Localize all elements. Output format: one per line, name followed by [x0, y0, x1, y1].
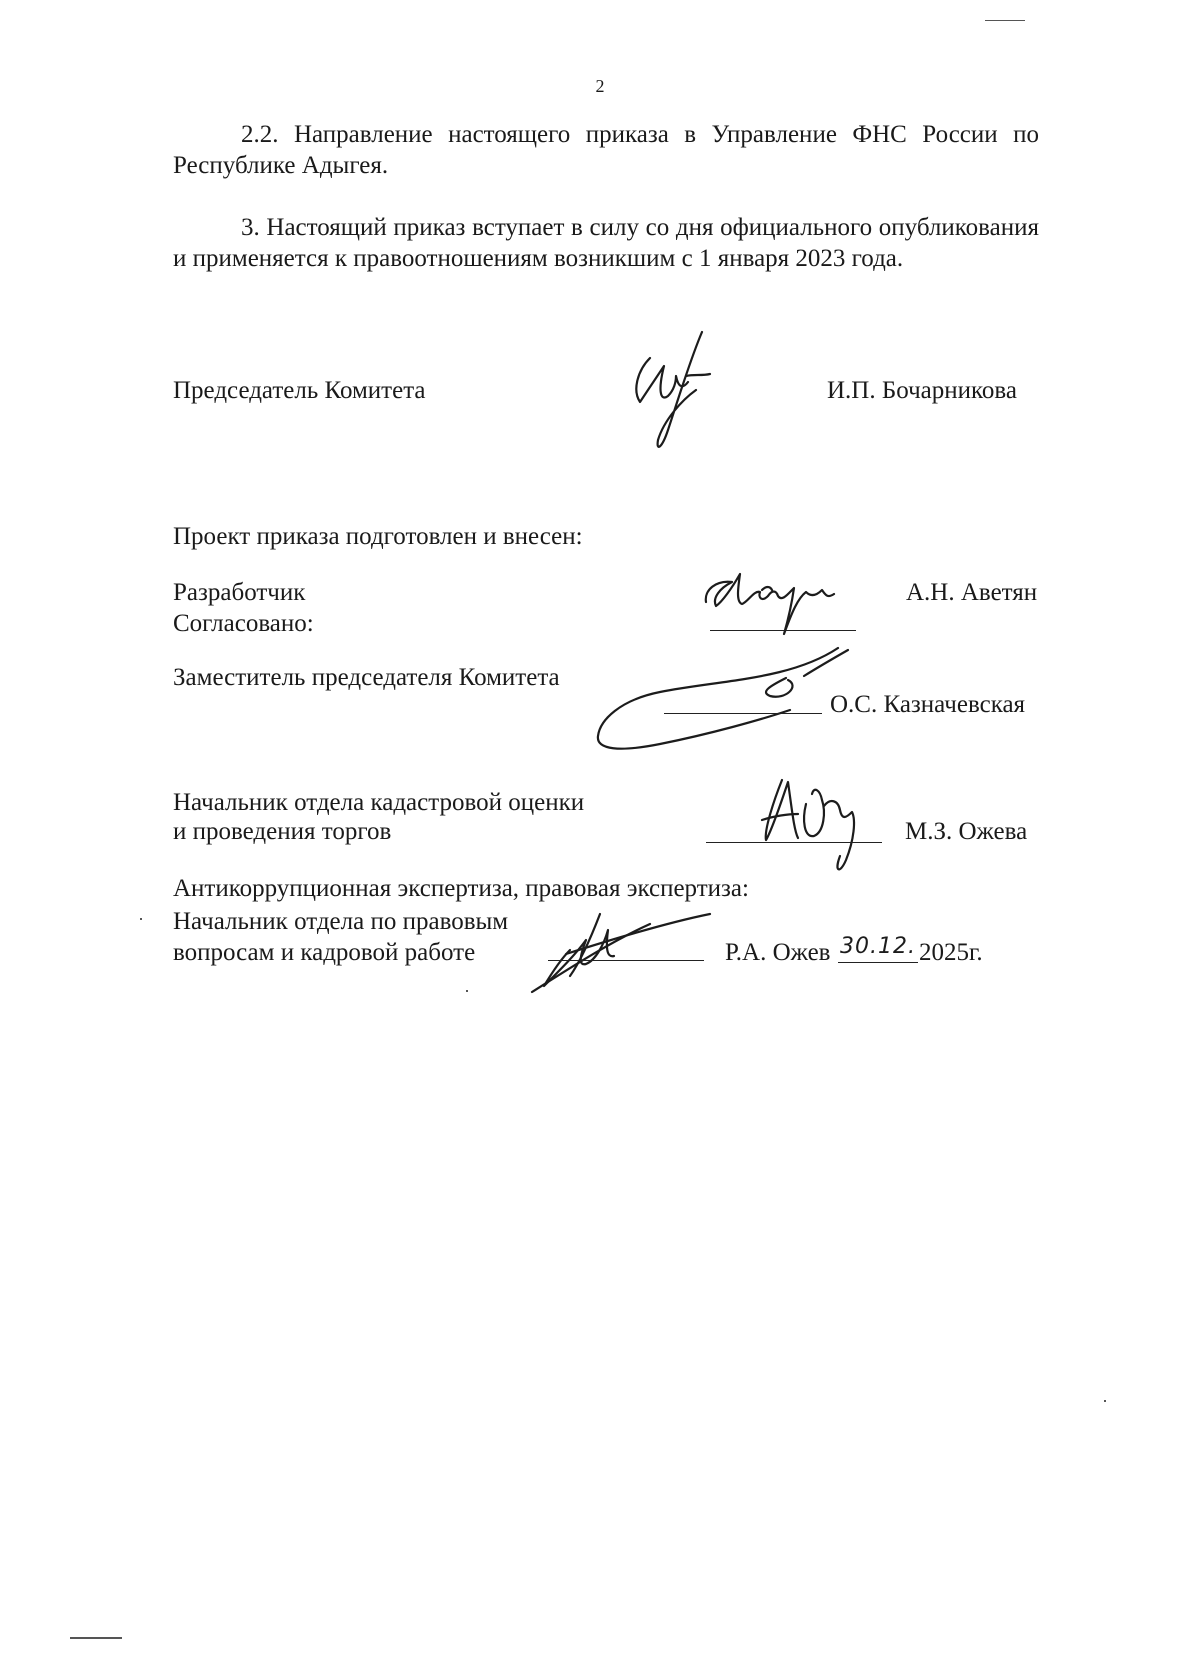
cadastral-head-title-line2: и проведения торгов [173, 818, 392, 845]
scan-artifact [466, 990, 468, 992]
legal-head-title-line1: Начальник отдела по правовым [173, 908, 509, 935]
cadastral-head-signature-line [706, 842, 882, 843]
legal-head-signature-line [548, 960, 704, 961]
deputy-title: Заместитель председателя Комитета [173, 664, 560, 691]
prepared-heading: Проект приказа подготовлен и внесен: [173, 523, 583, 550]
deputy-signature [590, 640, 870, 760]
chairman-name: И.П. Бочарникова [827, 377, 1017, 404]
date-underline [838, 962, 918, 963]
scan-artifact [985, 20, 1025, 21]
chairman-title: Председатель Комитета [173, 377, 426, 404]
scan-artifact [1104, 1400, 1106, 1402]
agreed-label: Согласовано: [173, 610, 314, 637]
deputy-name: О.С. Казначевская [830, 691, 1026, 718]
developer-title: Разработчик [173, 579, 306, 606]
developer-signature [702, 568, 872, 638]
handwritten-date: 30.12. [840, 934, 916, 959]
legal-head-signature [530, 880, 730, 1000]
cadastral-head-signature [758, 760, 888, 880]
legal-head-title-line2: вопросам и кадровой работе [173, 939, 476, 966]
cadastral-head-name: М.З. Ожева [905, 818, 1028, 845]
developer-name: А.Н. Аветян [906, 579, 1038, 606]
expertise-heading: Антикоррупционная экспертиза, правовая экспертиза: [173, 875, 749, 902]
page-number: 2 [595, 76, 605, 96]
year-suffix: 2025г. [919, 939, 983, 966]
chairman-signature [630, 330, 730, 460]
scan-artifact [140, 918, 142, 920]
legal-head-name: Р.А. Ожев [725, 939, 831, 966]
paragraph-2-2: 2.2. Направление настоящего приказа в Управление ФНС России по Республике Адыгея. [173, 121, 1039, 179]
deputy-signature-line [664, 713, 822, 714]
paragraph-3: 3. Настоящий приказ вступает в силу со дня официального опубликования и применяется к правоотношениям возникшим с 1 января 2023 года. [173, 214, 1039, 272]
scan-artifact [70, 1637, 122, 1639]
developer-signature-line [710, 630, 856, 631]
cadastral-head-title-line1: Начальник отдела кадастровой оценки [173, 789, 585, 816]
